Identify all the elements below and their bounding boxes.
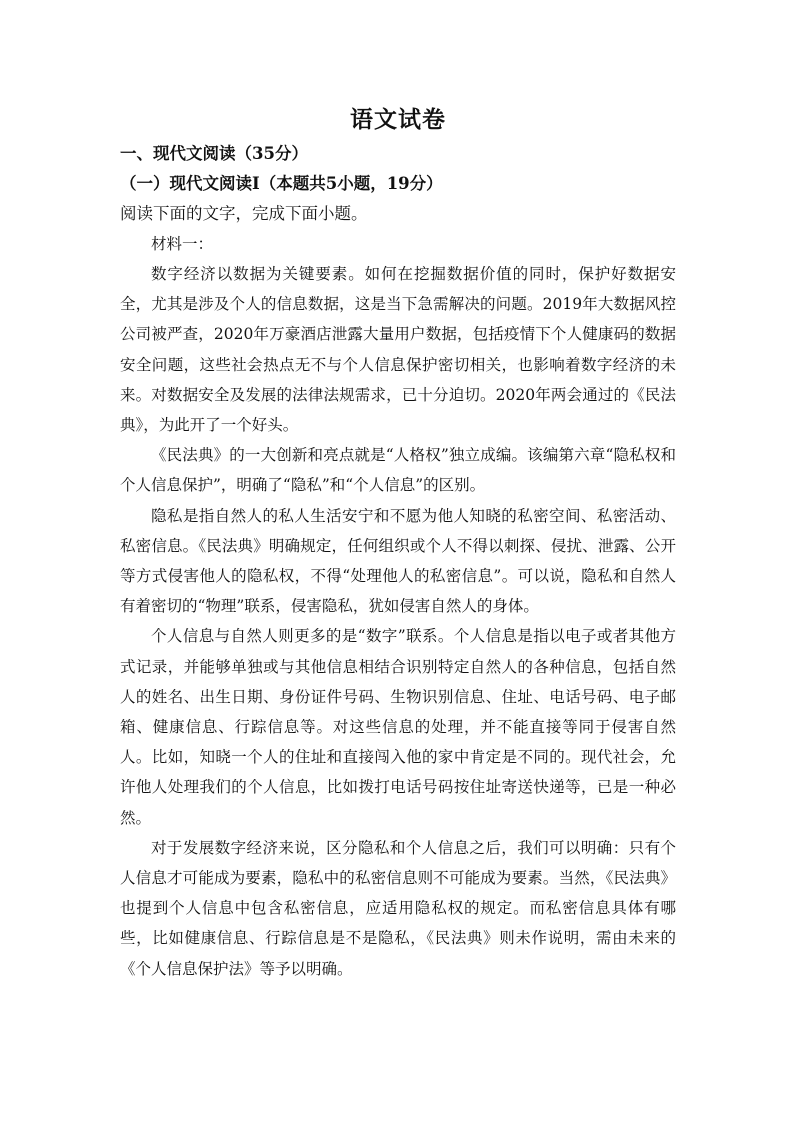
exam-title: 语文试卷 [350,106,446,133]
paragraph-1: 数字经济以数据为关键要素。如何在挖掘数据价值的同时，保护好数据安全，尤其是涉及个人的信息数据，这是当下急需解决的问题。2019年大数据风控公司被严查，2020年万豪酒店泄露大量用户数据，包括疫情下个人健康码的数据安全问题，这些社会热点无不与个人信息保护密切相关，也影响着数字经济的未来。对数据安全及发展的法律法规需求，已十分迫切。2020年两会通过的《民法典》，为此开了一个好头。 [120,265,676,435]
section-heading: 一、现代文阅读（35分） [120,144,308,163]
material-label: 材料一： [151,235,214,253]
paragraph-2: 《民法典》的一大创新和亮点就是“人格权”独立成编。该编第六章“隐私权和个人信息保护”，明确了“隐私”和“个人信息”的区别。 [120,446,676,495]
paragraph-5: 对于发展数字经济来说，区分隐私和个人信息之后，我们可以明确：只有个人信息才可能成为要素，隐私中的私密信息则不可能成为要素。当然，《民法典》也提到个人信息中包含私密信息，应适用隐私权的规定。而私密信息具体有哪些，比如健康信息、行踪信息是不是隐私，《民法典》则未作说明，需由未来的《个人信息保护法》等予以明确。 [120,838,676,978]
paragraph-3: 隐私是指自然人的私人生活安宁和不愿为他人知晓的私密空间、私密活动、私密信息。《民法典》明确规定，任何组织或个人不得以刺探、侵扰、泄露、公开等方式侵害他人的隐私权，不得“处理他人的私密信息”。可以说，隐私和自然人有着密切的“物理”联系，侵害隐私，犹如侵害自然人的身体。 [120,506,676,616]
sub-section-heading: （一）现代文阅读Ⅰ（本题共5小题，19分） [120,174,443,193]
paragraph-4: 个人信息与自然人则更多的是“数字”联系。个人信息是指以电子或者其他方式记录，并能够单独或与其他信息相结合识别特定自然人的各种信息，包括自然人的姓名、出生日期、身份证件号码、生物识别信息、住址、电话号码、电子邮箱、健康信息、行踪信息等。对这些信息的处理，并不能直接等同于侵害自然人。比如，知晓一个人的住址和直接闯入他的家中肯定是不同的。现代社会，允许他人处理我们的个人信息，比如拨打电话号码按住址寄送快递等，已是一种必然。 [120,627,676,827]
reading-instruction: 阅读下面的文字，完成下面小题。 [120,204,368,223]
